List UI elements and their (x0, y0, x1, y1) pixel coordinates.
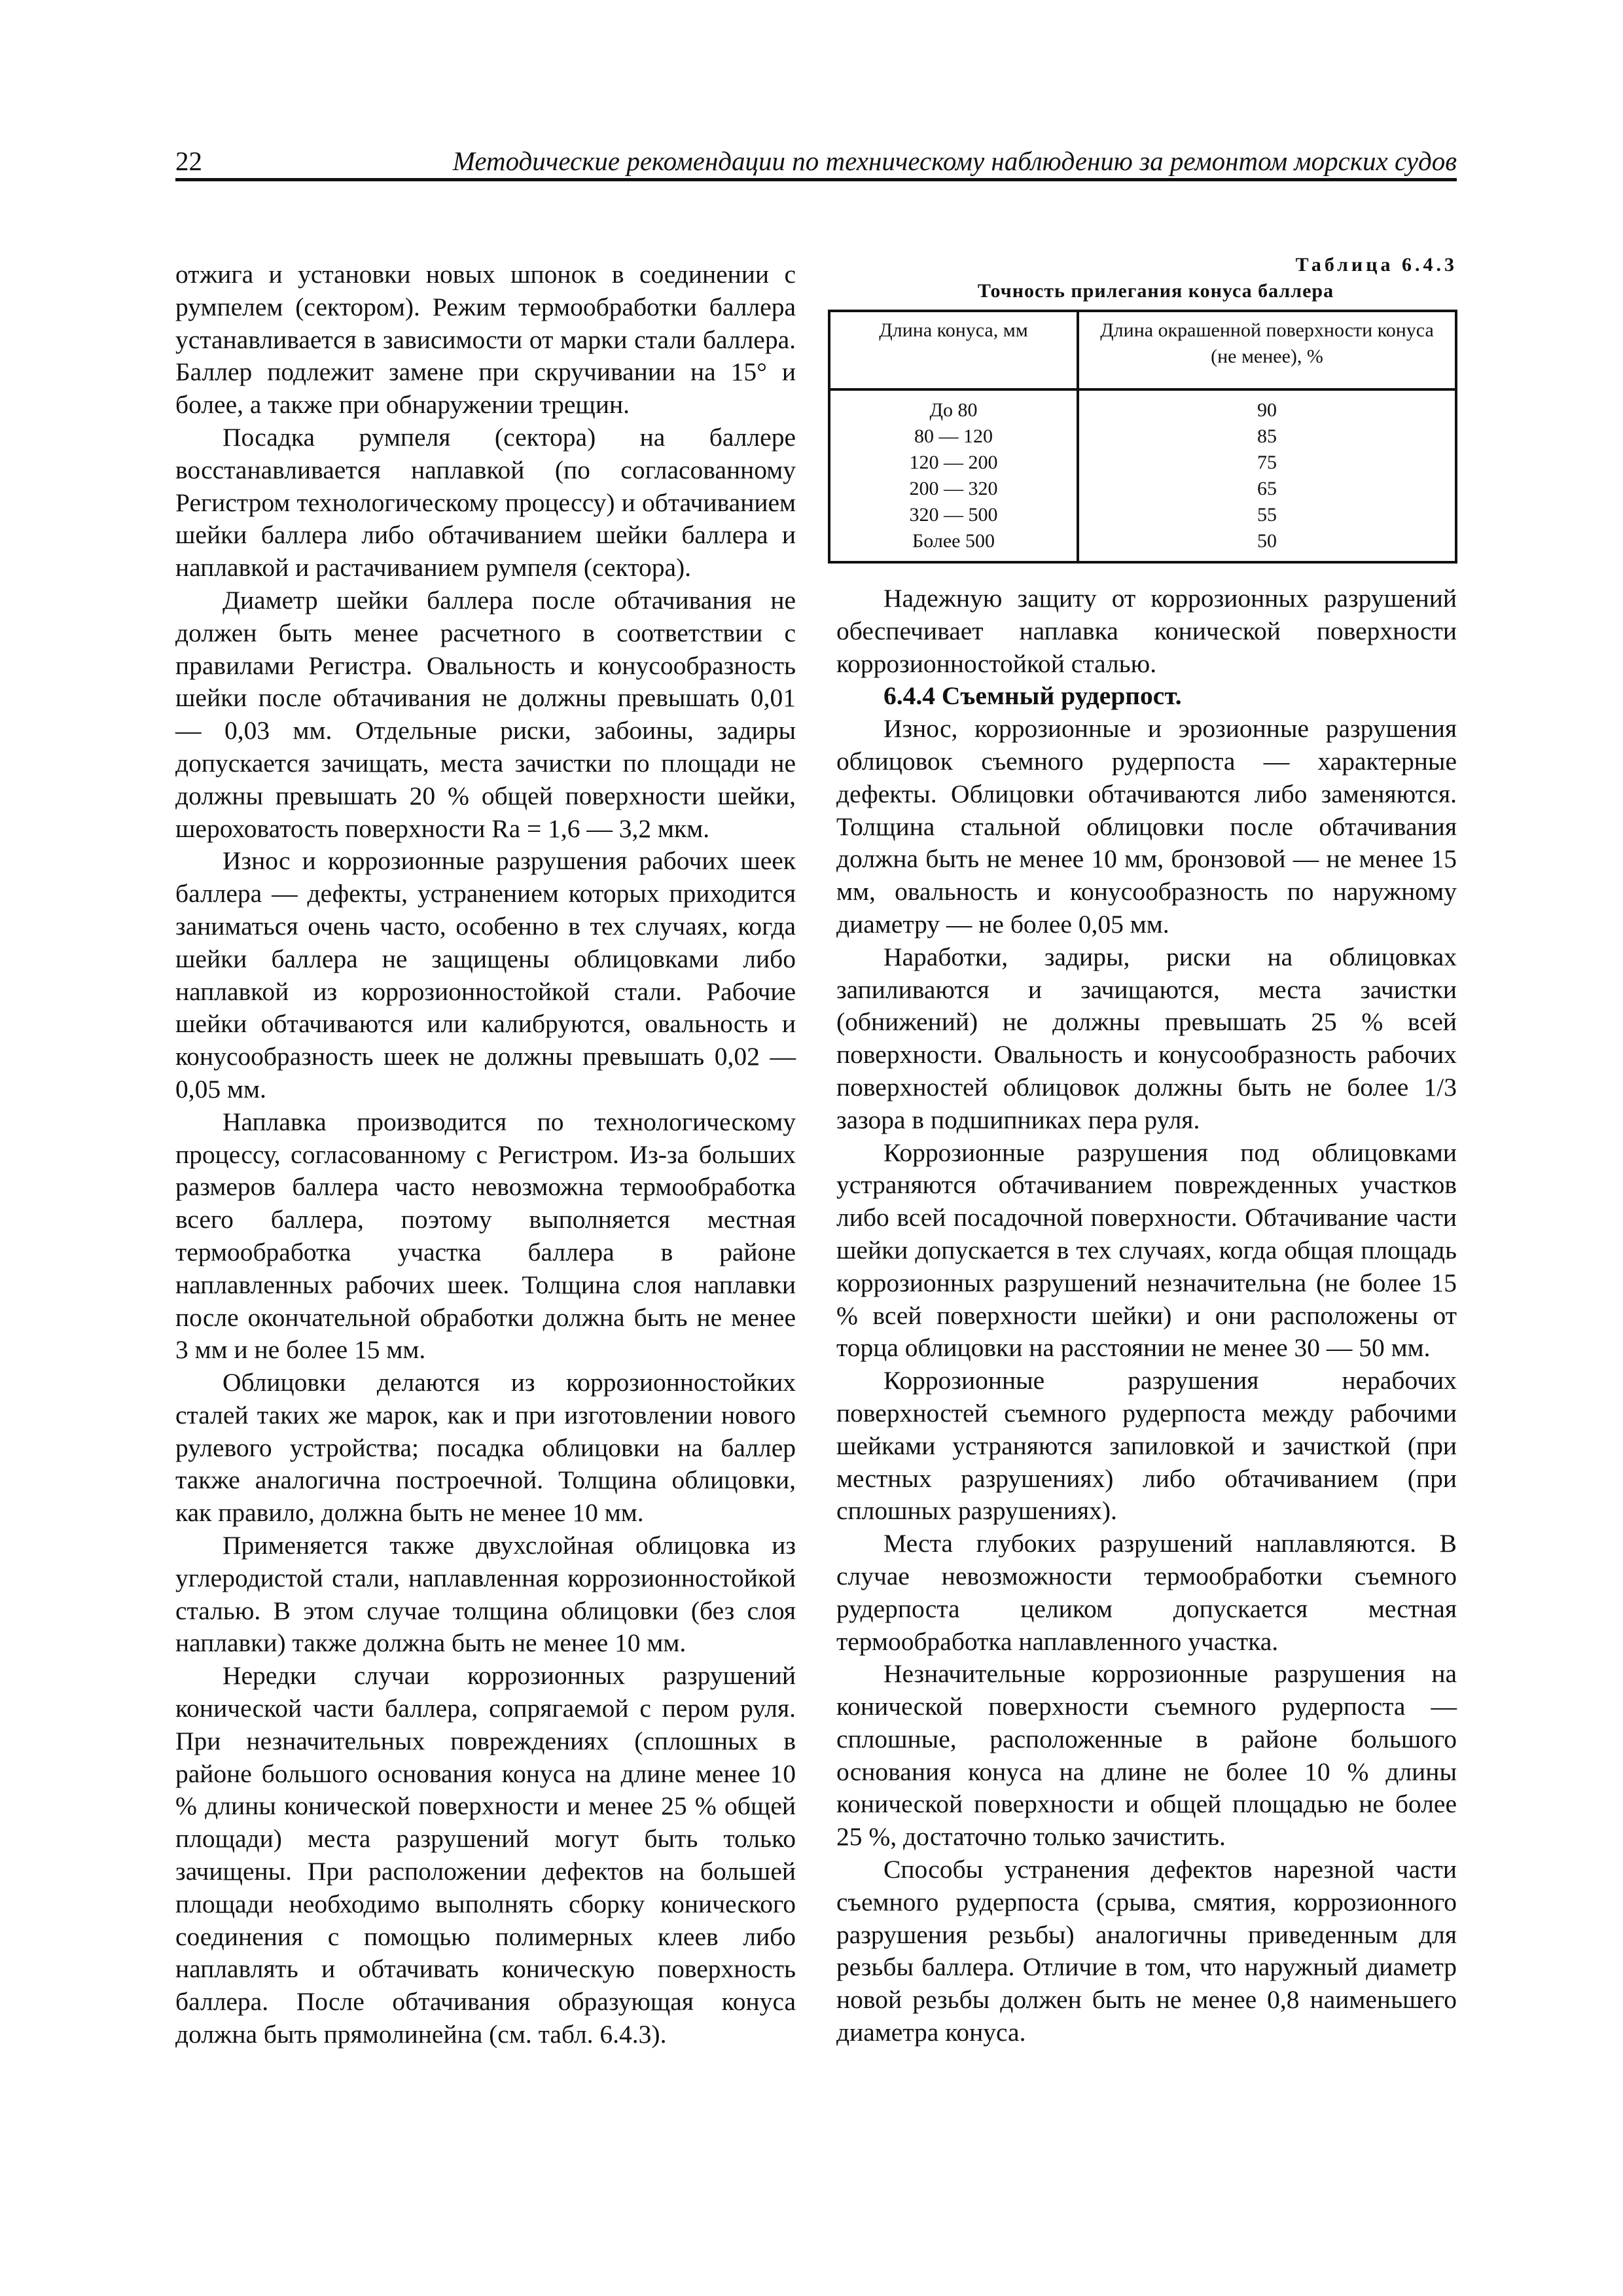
table-cell: 120 — 200 (909, 452, 998, 473)
table-cell: 55 (1257, 504, 1277, 526)
paragraph: Износ и коррозионные разрушения рабочих шеек баллера — дефекты, устранением которых приходится заниматься очень часто, особенно в тех случаях, когда шейки баллера не защищены облицовками либо наплавкой из коррозионностойкой стали. Рабочие шейки обтачиваются или калибруются, овальность и конусообразность шеек не должны превышать 0,02 — 0,05 мм. (175, 846, 796, 1103)
paragraph: отжига и установки новых шпонок в соединении с румпелем (сектором). Режим термообработки баллера устанавливается в зависимости от марки стали баллера. Баллер подлежит замене при скручивании на 15° и более, а также при обнаружении трещин. (175, 260, 796, 420)
table-cell: 320 — 500 (909, 504, 998, 526)
page-header (175, 145, 1457, 181)
paragraph: Коррозионные разрушения под облицовками устраняются обтачиванием поврежденных участков либо всей посадочной поверхности. Обтачивание части шейки допускается в тех случаях, когда общая площадь коррозионных разрушений незначительна (не более 15 % всей поверхности шейки) и они расположены от торца облицовки на расстоянии не менее 30 — 50 мм. (836, 1138, 1457, 1363)
table-cell: 85 (1257, 425, 1277, 447)
table-cell: 75 (1257, 452, 1277, 473)
surface-values-cell (1078, 389, 1456, 562)
section-title: Съемный рудерпост. (941, 681, 1182, 711)
section-number: 6.4.4 (883, 681, 935, 711)
paragraph: Посадка румпеля (сектора) на баллере восстанавливается наплавкой (по согласованному Регистром технологическому процессу) и обтачиванием шейки баллера либо обтачиванием шейки баллера и наплавкой и растачиванием румпеля (сектора). (175, 422, 796, 583)
table-cell: 90 (1257, 399, 1277, 421)
length-values-cell (829, 389, 1078, 562)
paragraph: Наплавка производится по технологическому процессу, согласованному с Регистром. Из-за больших размеров баллера часто невозможна термообработка всего баллера, поэтому выполняется местная термообработка участка баллера в районе наплавленных рабочих шеек. Толщина слоя наплавки после окончательной обработки должна быть не менее 3 мм и не более 15 мм. (175, 1107, 796, 1365)
column-header-length: Длина конуса, мм (829, 311, 1078, 389)
column-header-surface: Длина окрашенной поверхности конуса (не менее), % (1078, 311, 1456, 389)
table-cell: 50 (1257, 530, 1277, 552)
paragraph: Коррозионные разрушения нерабочих поверхностей съемного рудерпоста между рабочими шейками устраняются запиловкой и зачисткой (при местных разрушениях) либо обтачиванием (при сплошных разрушениях). (836, 1366, 1457, 1526)
right-column (836, 583, 1457, 2049)
table-body-row (829, 389, 1456, 562)
table-cell: До 80 (929, 399, 978, 421)
table-cell: 200 — 320 (909, 478, 998, 499)
table-6-4-3 (828, 252, 1457, 564)
table-caption: Точность прилегания конуса баллера (977, 280, 1334, 302)
paragraph: Незначительные коррозионные разрушения на конической поверхности съемного рудерпоста — сплошные, расположенные в районе большого основания конуса на длине не более 10 % длины конической поверхности и общей площадью не более 25 %, достаточно только зачистить. (836, 1659, 1457, 1852)
paragraph: Надежную защиту от коррозионных разрушений обеспечивает наплавка конической поверхности коррозионностойкой сталью. (836, 584, 1457, 678)
paragraph: Облицовки делаются из коррозионностойких сталей таких же марок, как и при изготовлении нового рулевого устройства; посадка облицовки на баллер также аналогична построечной. Толщина облицовки, как правило, должна быть не менее 10 мм. (175, 1368, 796, 1528)
left-column (175, 259, 796, 2051)
data-table (828, 310, 1457, 564)
table-label: Таблица 6.4.3 (1295, 254, 1457, 276)
paragraph: Применяется также двухслойная облицовка из углеродистой стали, наплавленная коррозионностойкой сталью. В этом случае толщина облицовки (без слоя наплавки) также должна быть не менее 10 мм. (175, 1531, 796, 1658)
paragraph: Диаметр шейки баллера после обтачивания не должен быть менее расчетного в соответствии с правилами Регистра. Овальность и конусообразность шейки после обтачивания не должны превышать 0,01 — 0,03 мм. Отдельные риски, забоины, задиры допускается зачищать, места зачистки по площади не должны превышать 20 % общей поверхности шейки, шероховатость поверхности Ra = 1,6 — 3,2 мкм. (175, 585, 796, 843)
page-number: 22 (175, 146, 202, 176)
paragraph: Наработки, задиры, риски на облицовках запиливаются и зачищаются, места зачистки (обнижений) не должны превышать 25 % всей поверхности. Овальность и конусообразность рабочих поверхностей облицовок должны быть не более 1/3 зазора в подшипниках пера руля. (836, 942, 1457, 1134)
table-cell: 80 — 120 (914, 425, 993, 447)
paragraph: Способы устранения дефектов нарезной части съемного рудерпоста (срыва, смятия, коррозионного разрушения резьбы) аналогичны приведенным для резьбы баллера. Отличие в том, что наружный диаметр новой резьбы должен быть не менее 0,8 наименьшего диаметра конуса. (836, 1855, 1457, 2047)
paragraph: Износ, коррозионные и эрозионные разрушения облицовок съемного рудерпоста — характерные дефекты. Облицовки обтачиваются либо заменяются. Толщина стальной облицовки после обтачивания должна быть не менее 10 мм, бронзовой — не менее 15 мм, овальность и конусообразность по наружному диаметру — не более 0,05 мм. (836, 714, 1457, 939)
table-cell: 65 (1257, 478, 1277, 499)
running-title: Методические рекомендации по техническому наблюдению за ремонтом морских судов (452, 146, 1457, 176)
paragraph: Места глубоких разрушений наплавляются. В случае невозможности термообработки съемного рудерпоста целиком допускается местная термообработка наплавленного участка. (836, 1529, 1457, 1656)
table-cell: Более 500 (912, 530, 995, 552)
paragraph: Нередки случаи коррозионных разрушений конической части баллера, сопрягаемой с пером руля. При незначительных повреждениях (сплошных в районе большого основания конуса на длине менее 10 % длины конической поверхности и менее 25 % общей площади) места разрушений могут быть только зачищены. При расположении дефектов на большей площади необходимо выполнять сборку конического соединения с помощью полимерных клеев либо наплавлять и обтачивать коническую поверхность баллера. После обтачивания образующая конуса должна быть прямолинейна (см. табл. 6.4.3). (175, 1661, 796, 2049)
section-heading (836, 680, 1457, 713)
